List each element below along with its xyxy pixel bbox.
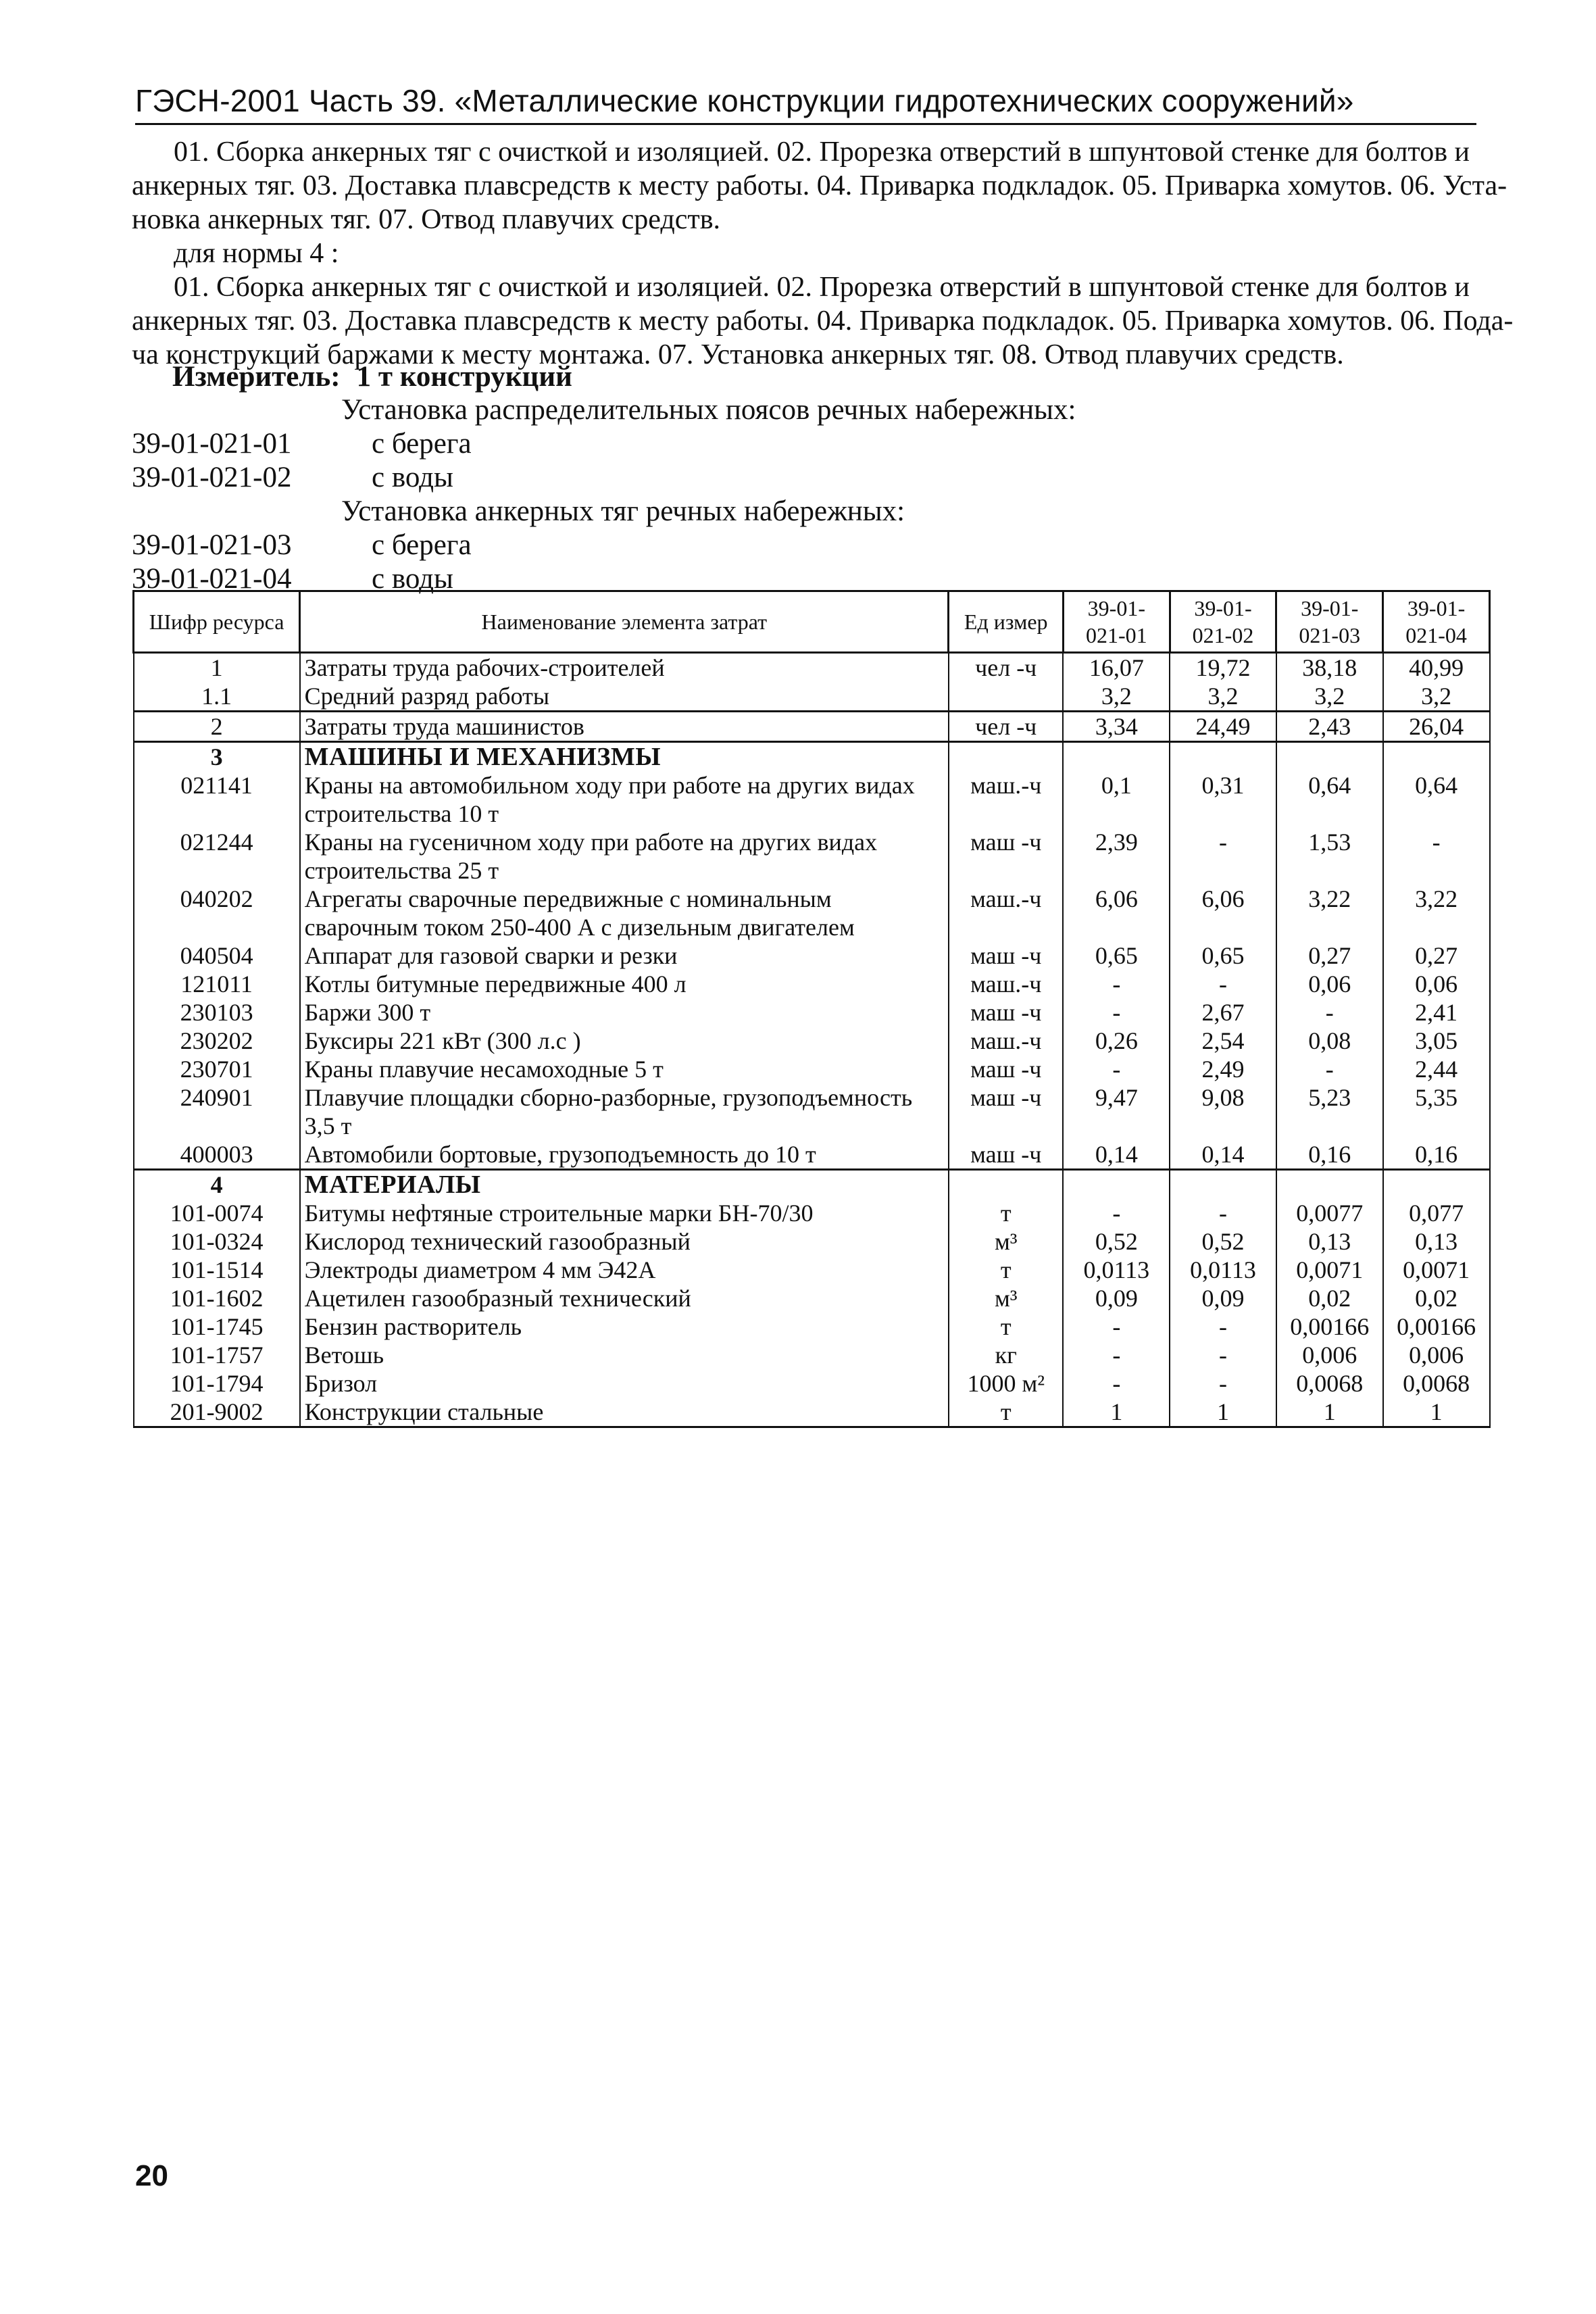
cell-unit: т [949,1312,1064,1341]
table-row [134,970,1490,998]
cell-unit: маш.-ч [949,970,1064,998]
cell-unit: маш -ч [949,828,1064,885]
cell-norm-4: 26,04 [1383,712,1490,742]
cell-unit: маш -ч [949,1055,1064,1083]
cell-unit: т [949,1398,1064,1427]
cell-norm-3: - [1276,1055,1383,1083]
cell-name: Бризол [300,1369,949,1398]
cell-norm-2: 6,06 [1170,885,1276,941]
table-row [134,941,1490,970]
table-row [134,1083,1490,1140]
cell-norm-3: 0,64 [1276,771,1383,828]
cell-norm-3: - [1276,998,1383,1027]
cell-norm-4: 0,0068 [1383,1369,1490,1398]
cell-norm-2: 24,49 [1170,712,1276,742]
cell-norm-2: 0,0113 [1170,1256,1276,1284]
cell-code: 101-0074 [134,1199,300,1227]
paragraph-line: анкерных тяг. 03. Доставка плавсредств к месту работы. 04. Приварка подкладок. 05. Приварка хомутов. 06. Уста- [132,170,1507,201]
cell-norm-1 [1063,742,1170,772]
cell-norm-4: 5,35 [1383,1083,1490,1140]
cell-norm-3: 0,0068 [1276,1369,1383,1398]
table-row [134,1055,1490,1083]
norm-group-title: Установка анкерных тяг речных набережных: [341,495,905,527]
paragraph-line: анкерных тяг. 03. Доставка плавсредств к месту работы. 04. Приварка подкладок. 05. Приварка хомутов. 06. Пода- [132,305,1514,337]
cell-unit: маш.-ч [949,1027,1064,1055]
cell-name: Бензин растворитель [300,1312,949,1341]
cell-unit: маш -ч [949,998,1064,1027]
meter-value: 1 т конструкций [356,361,572,393]
cell-norm-3 [1276,1170,1383,1200]
cell-unit: маш -ч [949,1083,1064,1140]
table-row [134,1170,1490,1200]
cell-norm-1: 0,65 [1063,941,1170,970]
cell-name: Краны на автомобильном ходу при работе на других видах строительства 10 т [300,771,949,828]
cell-norm-4: 3,05 [1383,1027,1490,1055]
cell-code: 4 [134,1170,300,1200]
cell-norm-4: 0,64 [1383,771,1490,828]
norm-group-title: Установка распределительных поясов речных набережных: [341,394,1076,426]
cell-norm-4 [1383,1170,1490,1200]
table-row [134,1341,1490,1369]
cell-norm-1: - [1063,1369,1170,1398]
paragraph-line: 01. Сборка анкерных тяг с очисткой и изоляцией. 02. Прорезка отверстий в шпунтовой стенке для болтов и [174,137,1470,168]
table-row [134,1256,1490,1284]
cell-unit: маш.-ч [949,885,1064,941]
cell-norm-2: 19,72 [1170,653,1276,683]
cell-code: 230202 [134,1027,300,1055]
header-norm-4: 39-01-021-04 [1383,591,1490,653]
cell-norm-1: 1 [1063,1398,1170,1427]
cell-norm-2: - [1170,1312,1276,1341]
cell-unit: 1000 м² [949,1369,1064,1398]
work-description-norms-1-3 [132,135,1517,372]
cell-code: 040202 [134,885,300,941]
cell-name: Ацетилен газообразный технический [300,1284,949,1312]
cell-norm-2: - [1170,970,1276,998]
cell-code: 101-1514 [134,1256,300,1284]
cell-norm-4: 3,2 [1383,682,1490,712]
table-row [134,1227,1490,1256]
cell-norm-2: 0,14 [1170,1140,1276,1170]
cell-norm-2: 0,52 [1170,1227,1276,1256]
cell-norm-4: 0,27 [1383,941,1490,970]
cell-norm-3: 3,22 [1276,885,1383,941]
header-name: Наименование элемента затрат [300,591,949,653]
cell-norm-1: - [1063,1199,1170,1227]
norm-text: с воды [372,563,453,595]
cell-norm-4: 40,99 [1383,653,1490,683]
cell-code: 230701 [134,1055,300,1083]
cell-name: Битумы нефтяные строительные марки БН-70/30 [300,1199,949,1227]
cell-norm-3: 0,0071 [1276,1256,1383,1284]
cell-norm-3: 0,006 [1276,1341,1383,1369]
cell-norm-3: 0,16 [1276,1140,1383,1170]
table-row [134,1398,1490,1427]
cell-name: МАШИНЫ И МЕХАНИЗМЫ [300,742,949,772]
cell-norm-3: 0,00166 [1276,1312,1383,1341]
table-row [134,998,1490,1027]
cell-norm-3: 1,53 [1276,828,1383,885]
cell-norm-2 [1170,742,1276,772]
norm-text: с берега [372,529,472,561]
cell-norm-2: - [1170,1369,1276,1398]
cell-norm-3: 0,0077 [1276,1199,1383,1227]
cell-norm-1: 3,2 [1063,682,1170,712]
cell-name: Агрегаты сварочные передвижные с номинальным сварочным током 250-400 А с дизельным двигателем [300,885,949,941]
table-header-row [134,591,1490,653]
cell-name: Автомобили бортовые, грузоподъемность до 10 т [300,1140,949,1170]
norm-code: 39-01-021-04 [132,563,292,595]
cell-name: Краны на гусеничном ходу при работе на других видах строительства 25 т [300,828,949,885]
cell-norm-1: 6,06 [1063,885,1170,941]
cell-name: Краны плавучие несамоходные 5 т [300,1055,949,1083]
cell-norm-4 [1383,742,1490,772]
cell-norm-3: 0,27 [1276,941,1383,970]
cell-code: 101-1602 [134,1284,300,1312]
table-row [134,771,1490,828]
cell-norm-1: 0,14 [1063,1140,1170,1170]
paragraph-line: ча конструкций баржами к месту монтажа. 07. Установка анкерных тяг. 08. Отвод плавучих средств. [132,339,1344,370]
cell-norm-2: 0,65 [1170,941,1276,970]
page-header [135,81,1476,125]
cell-norm-1: 0,52 [1063,1227,1170,1256]
cell-norm-1: 9,47 [1063,1083,1170,1140]
cell-code: 101-1757 [134,1341,300,1369]
table-row [134,742,1490,772]
cell-norm-2: 2,54 [1170,1027,1276,1055]
table-body [134,653,1490,1427]
cell-unit: т [949,1256,1064,1284]
cell-norm-1: 3,34 [1063,712,1170,742]
table-row [134,1312,1490,1341]
cell-norm-1: 0,0113 [1063,1256,1170,1284]
cell-norm-4: 0,06 [1383,970,1490,998]
cell-name: Затраты труда рабочих-строителей [300,653,949,683]
cell-unit: маш -ч [949,941,1064,970]
cell-norm-1: - [1063,1341,1170,1369]
norm-text: с берега [372,428,472,460]
cell-norm-2: 2,67 [1170,998,1276,1027]
cell-code: 201-9002 [134,1398,300,1427]
cell-norm-4: 0,13 [1383,1227,1490,1256]
cell-name: МАТЕРИАЛЫ [300,1170,949,1200]
cell-norm-3 [1276,742,1383,772]
cell-unit: м³ [949,1284,1064,1312]
cell-code: 230103 [134,998,300,1027]
cell-code: 021244 [134,828,300,885]
header-unit: Ед измер [949,591,1064,653]
table-row [134,1027,1490,1055]
cell-norm-3: 1 [1276,1398,1383,1427]
cell-norm-4: 0,0071 [1383,1256,1490,1284]
cell-code: 101-0324 [134,1227,300,1256]
cell-code: 1 [134,653,300,683]
cell-name: Ветошь [300,1341,949,1369]
paragraph-line: 01. Сборка анкерных тяг с очисткой и изоляцией. 02. Прорезка отверстий в шпунтовой стенке для болтов и [174,272,1470,303]
cell-norm-1: 0,1 [1063,771,1170,828]
table-row [134,1199,1490,1227]
cell-code: 121011 [134,970,300,998]
cell-norm-3: 2,43 [1276,712,1383,742]
meter-label: Измеритель: [172,361,341,393]
cell-unit [949,742,1064,772]
table-row [134,1140,1490,1170]
cell-norm-2 [1170,1170,1276,1200]
cell-norm-1: 16,07 [1063,653,1170,683]
norm-label: для нормы 4 : [174,238,339,269]
table-row [134,828,1490,885]
meter-line [172,360,589,395]
cell-norm-3: 0,08 [1276,1027,1383,1055]
resource-table [132,590,1491,1428]
table-row [134,1284,1490,1312]
cell-norm-2: 0,09 [1170,1284,1276,1312]
cell-norm-4: 1 [1383,1398,1490,1427]
cell-code: 3 [134,742,300,772]
norm-text: с воды [372,462,453,493]
cell-norm-4: 0,077 [1383,1199,1490,1227]
cell-norm-2: 0,31 [1170,771,1276,828]
header-norm-1: 39-01-021-01 [1063,591,1170,653]
cell-code: 040504 [134,941,300,970]
cell-norm-2: 2,49 [1170,1055,1276,1083]
cell-code: 101-1794 [134,1369,300,1398]
cell-code: 240901 [134,1083,300,1140]
cell-name: Плавучие площадки сборно-разборные, грузоподъемность 3,5 т [300,1083,949,1140]
cell-norm-1: - [1063,1312,1170,1341]
cell-norm-4: 2,44 [1383,1055,1490,1083]
header-norm-2: 39-01-021-02 [1170,591,1276,653]
cell-norm-1: - [1063,970,1170,998]
cell-norm-4: 0,00166 [1383,1312,1490,1341]
cell-code: 1.1 [134,682,300,712]
cell-norm-4: - [1383,828,1490,885]
header-code: Шифр ресурса [134,591,300,653]
cell-norm-3: 38,18 [1276,653,1383,683]
cell-name: Конструкции стальные [300,1398,949,1427]
cell-norm-1: 0,26 [1063,1027,1170,1055]
cell-norm-3: 3,2 [1276,682,1383,712]
cell-name: Котлы битумные передвижные 400 л [300,970,949,998]
cell-norm-1: - [1063,998,1170,1027]
cell-unit: м³ [949,1227,1064,1256]
page-number: 20 [135,2159,168,2192]
cell-name: Аппарат для газовой сварки и резки [300,941,949,970]
cell-code: 400003 [134,1140,300,1170]
cell-name: Электроды диаметром 4 мм Э42А [300,1256,949,1284]
table-row [134,682,1490,712]
cell-norm-1: - [1063,1055,1170,1083]
cell-norm-2: 3,2 [1170,682,1276,712]
cell-name: Баржи 300 т [300,998,949,1027]
paragraph-line: новка анкерных тяг. 07. Отвод плавучих средств. [132,204,721,235]
cell-unit: маш.-ч [949,771,1064,828]
cell-unit: чел -ч [949,712,1064,742]
cell-code: 021141 [134,771,300,828]
cell-norm-2: - [1170,828,1276,885]
cell-norm-2: - [1170,1341,1276,1369]
cell-name: Средний разряд работы [300,682,949,712]
table-row [134,885,1490,941]
cell-norm-3: 5,23 [1276,1083,1383,1140]
cell-unit: кг [949,1341,1064,1369]
cell-unit [949,682,1064,712]
cell-unit: чел -ч [949,653,1064,683]
norm-code: 39-01-021-02 [132,462,292,493]
cell-unit [949,1170,1064,1200]
header-norm-3: 39-01-021-03 [1276,591,1383,653]
cell-code: 101-1745 [134,1312,300,1341]
cell-name: Затраты труда машинистов [300,712,949,742]
cell-norm-3: 0,06 [1276,970,1383,998]
cell-norm-1: 0,09 [1063,1284,1170,1312]
norm-code: 39-01-021-03 [132,529,292,561]
cell-unit: т [949,1199,1064,1227]
table-row [134,1369,1490,1398]
cell-name: Кислород технический газообразный [300,1227,949,1256]
cell-unit: маш -ч [949,1140,1064,1170]
cell-norm-4: 3,22 [1383,885,1490,941]
cell-name: Буксиры 221 кВт (300 л.с ) [300,1027,949,1055]
page-header-title: ГЭСН-2001 Часть 39. «Металлические конструкции гидротехнических сооружений» [135,83,1354,118]
cell-norm-3: 0,02 [1276,1284,1383,1312]
cell-norm-1: 2,39 [1063,828,1170,885]
norm-code: 39-01-021-01 [132,428,292,460]
cell-norm-3: 0,13 [1276,1227,1383,1256]
cell-norm-2: - [1170,1199,1276,1227]
cell-norm-2: 9,08 [1170,1083,1276,1140]
cell-norm-4: 2,41 [1383,998,1490,1027]
cell-norm-4: 0,006 [1383,1341,1490,1369]
table-row [134,653,1490,683]
table-row [134,712,1490,742]
cell-norm-2: 1 [1170,1398,1276,1427]
cell-norm-4: 0,02 [1383,1284,1490,1312]
cell-norm-4: 0,16 [1383,1140,1490,1170]
cell-code: 2 [134,712,300,742]
cell-norm-1 [1063,1170,1170,1200]
